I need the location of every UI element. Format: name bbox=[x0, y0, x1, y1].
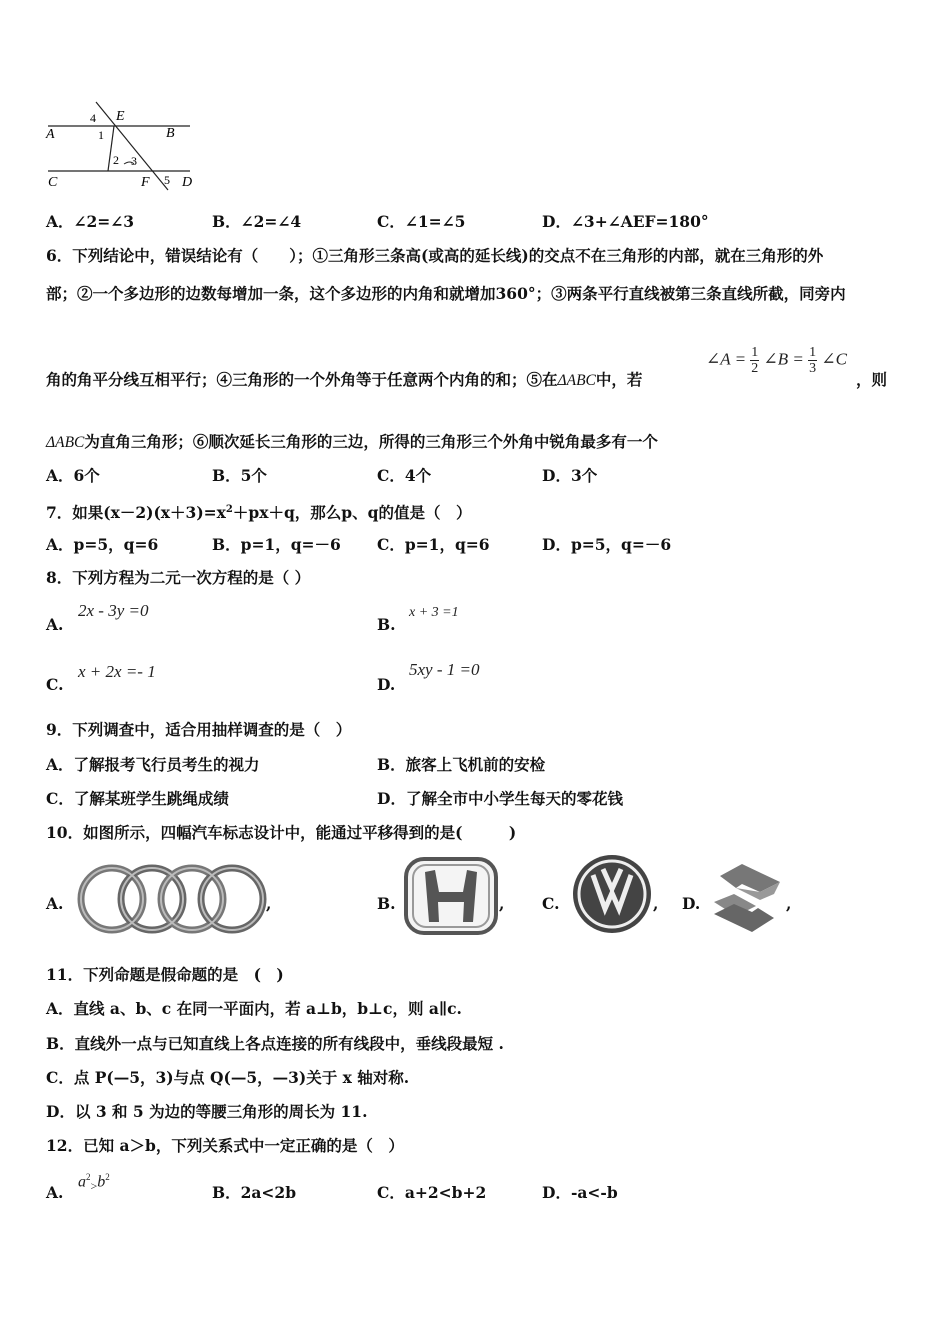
honda-logo-icon bbox=[403, 856, 499, 936]
q8-option-c-math: x + 2x =- 1 bbox=[78, 662, 156, 681]
q8-option-c-label: C. bbox=[46, 675, 64, 694]
q12-option-a-math: $a^2_>b^2$ bbox=[78, 1172, 110, 1194]
q8-option-a-math: 2x - 3y =0 bbox=[78, 601, 149, 620]
q11-option-a: A．直线 a、b、c 在同一平面内，若 a⊥b，b⊥c，则 a∥c. bbox=[46, 999, 462, 1018]
q11-option-c: C．点 P(—5，3)与点 Q(—5，—3)关于 x 轴对称. bbox=[46, 1068, 410, 1087]
svg-text:E: E bbox=[116, 109, 125, 124]
svg-text:3: 3 bbox=[131, 154, 137, 168]
q10-stem: 10．如图所示，四幅汽车标志设计中，能通过平移得到的是( ) bbox=[46, 823, 517, 842]
parallel-lines-figure bbox=[40, 98, 200, 198]
q6-line-3 bbox=[46, 370, 642, 391]
q12-option-b: B．2a<2b bbox=[212, 1183, 297, 1202]
q6-line-4: ΔABC为直角三角形；⑥顺次延长三角形的三边，所得的三角形三个外角中锐角最多有一个 bbox=[46, 432, 658, 451]
svg-text:2: 2 bbox=[113, 153, 119, 167]
q6-line-2: 部；②一个多边形的边数每增加一条，这个多边形的内角和就增加360°；③两条平行直线被第三条直线所截，同旁内 bbox=[46, 284, 846, 303]
q12-option-d: D．-a<-b bbox=[542, 1183, 618, 1202]
q10-comma-b: , bbox=[499, 894, 505, 913]
q6-line-3-text-a: 角的角平分线互相平行；④三角形的一个外角等于任意两个内角的和；⑤在 bbox=[46, 370, 558, 389]
q6-option-c: C．4个 bbox=[377, 466, 432, 485]
q12-stem: 12．已知 a＞b，下列关系式中一定正确的是（ ） bbox=[46, 1136, 404, 1155]
svg-text:F: F bbox=[141, 175, 150, 190]
q8-option-b-label: B. bbox=[377, 615, 396, 634]
q11-option-d: D．以 3 和 5 为边的等腰三角形的周长为 11. bbox=[46, 1102, 368, 1121]
q12-option-c: C．a+2<b+2 bbox=[377, 1183, 487, 1202]
q8-option-a-label: A. bbox=[46, 615, 64, 634]
svg-text:D: D bbox=[182, 175, 193, 190]
q10-comma-d: , bbox=[786, 894, 792, 913]
q6-line-3-text-b: 中，若 bbox=[595, 370, 643, 389]
q10-comma-a: , bbox=[266, 894, 272, 913]
q9-stem: 9．下列调查中，适合用抽样调查的是（ ） bbox=[46, 720, 352, 739]
q7-option-b: B．p=1，q=－6 bbox=[212, 535, 341, 554]
q6-line-3-end: ，则 bbox=[856, 370, 888, 389]
q8-option-d-math: 5xy - 1 =0 bbox=[409, 660, 480, 679]
svg-text:1: 1 bbox=[98, 128, 104, 142]
svg-text:4: 4 bbox=[90, 111, 96, 125]
q6-line-1: 6．下列结论中，错误结论有（ ）；①三角形三条高(或高的延长线)的交点不在三角形的内部，就在三角形的外 bbox=[46, 246, 824, 265]
q9-option-d: D．了解全市中小学生每天的零花钱 bbox=[377, 789, 623, 808]
q6-option-b: B．5个 bbox=[212, 466, 267, 485]
svg-text:A: A bbox=[46, 127, 55, 142]
q6-triangle-abc-2: ΔABC bbox=[46, 434, 85, 451]
q10-comma-c: , bbox=[653, 894, 659, 913]
q6-triangle-abc: ΔABC bbox=[557, 372, 596, 389]
q5-option-c: C．∠1=∠5 bbox=[377, 212, 466, 231]
q6-option-a: A．6个 bbox=[46, 466, 100, 485]
suzuki-logo-icon bbox=[708, 862, 786, 934]
q7-option-a: A．p=5，q=6 bbox=[46, 535, 159, 554]
q5-option-a: A．∠2=∠3 bbox=[46, 212, 135, 231]
q10-option-c-label: C. bbox=[542, 894, 560, 913]
q6-option-d: D．3个 bbox=[542, 466, 598, 485]
q7-option-d: D．p=5，q=－6 bbox=[542, 535, 672, 554]
q12-option-a-label: A. bbox=[46, 1183, 64, 1202]
q6-angle-equation: ∠A = $\frac{1}{2}$ ∠B = $\frac{1}{3}$ ∠C bbox=[706, 345, 847, 376]
q8-stem: 8．下列方程为二元一次方程的是（ ） bbox=[46, 568, 311, 587]
volkswagen-logo-icon bbox=[571, 853, 653, 935]
q8-option-d-label: D. bbox=[377, 675, 396, 694]
q10-option-d-label: D. bbox=[682, 894, 701, 913]
svg-text:B: B bbox=[166, 126, 175, 141]
q10-option-b-label: B. bbox=[377, 894, 396, 913]
q5-option-d: D．∠3+∠AEF=180° bbox=[542, 212, 709, 231]
q11-stem: 11．下列命题是假命题的是 ( ) bbox=[46, 965, 284, 984]
q7-option-c: C．p=1，q=6 bbox=[377, 535, 490, 554]
q11-option-b: B．直线外一点与已知直线上各点连接的所有线段中，垂线段最短 . bbox=[46, 1034, 504, 1053]
q9-option-a: A．了解报考飞行员考生的视力 bbox=[46, 755, 260, 774]
q7-stem: 7．如果$(x-2)(x+3)=x^2+px+q$，那么p、q的值是（ ） bbox=[46, 503, 472, 523]
svg-text:5: 5 bbox=[164, 173, 170, 187]
q9-option-b: B．旅客上飞机前的安检 bbox=[377, 755, 546, 774]
svg-text:C: C bbox=[48, 175, 58, 190]
audi-logo-icon bbox=[74, 860, 270, 938]
q5-option-b: B．∠2=∠4 bbox=[212, 212, 302, 231]
q10-option-a-label: A. bbox=[46, 894, 64, 913]
q8-option-b-math: x + 3 =1 bbox=[409, 605, 459, 620]
q9-option-c: C．了解某班学生跳绳成绩 bbox=[46, 789, 229, 808]
